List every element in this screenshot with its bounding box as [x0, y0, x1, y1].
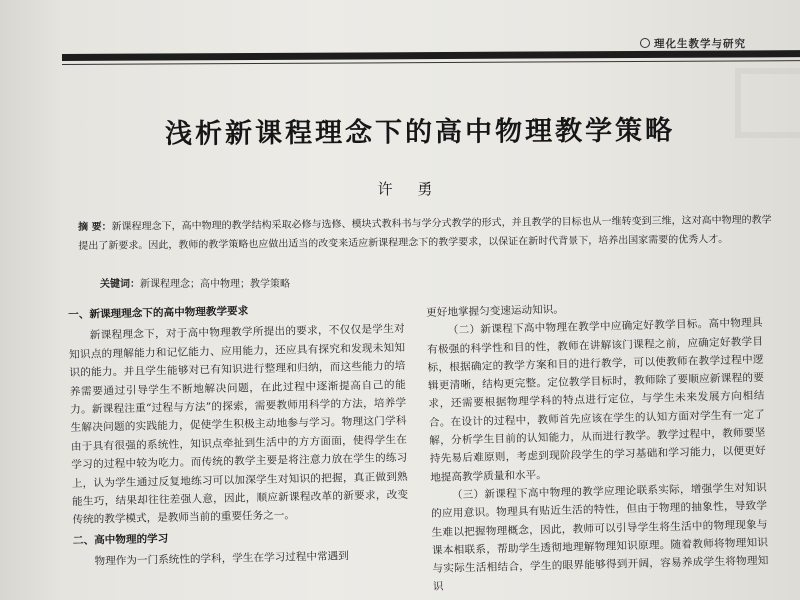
header-rule-thin	[62, 60, 800, 65]
abstract	[78, 211, 778, 256]
keywords-text: 新课程理念；高中物理；教学策略	[140, 279, 290, 290]
section2-paragraph: 物理作为一门系统性的学科，学生在学习过程中常遇到	[94, 550, 349, 568]
right-paragraph-2: （二）新课程下高中物理在教学中应确定好教学目标。高中物理具有极强的科学性和目的性，教师在讲解该门课程之前，应确定好教学目标，根据确定的教学方案和目的进行教学，可以使教师在教学过程中逻辑更清晰，结构更完整。定位教学目标时，教师除了要顺应新课程的要求，还需要根据物理学科的特点进行定位，与学生未来发展方向相结合。在设计的过程中，教师首先应该在学生的认知方面对学生有一定了解，分析学生目前的认知能力，从而进行教学。教学过程中，教师要坚持先易后难原则，考虑到现阶段学生的学习基础和学习能力，以便更好地提高教学质量和水平。	[426, 317, 766, 484]
section2-heading: 二、高中物理的学习	[72, 532, 169, 547]
right-paragraph-3: （三）新课程下高中物理的教学应理论联系实际，增强学生对知识的应用意识。物理具有贴近生活的特性，但由于物理的抽象性，导致学生难以把握物理概念，因此，教师可以引导学生将生活中的物理现象与课本相联系，帮助学生透彻地理解物理知识原理。随着教师将物理知识与实际生活相结合，学生的眼界能够得到开阔，容易养成学生将物理知识	[430, 481, 769, 594]
article-author: 许 勇	[377, 180, 443, 198]
header-rule-thick	[62, 50, 800, 61]
keywords	[100, 275, 700, 290]
abstract-text: 新课程理念下，高中物理的教学结构采取必修与选修、模块式教科书与学分式教学的形式，并且教学的目标也从一维转变到三维，这对高中物理的教学提出了新要求。因此，教师的教学策略也应做出适当的改变来适应新课程理念下的教学要求，以保证在新时代背景下，培养出国家需要的优秀人才。	[78, 214, 772, 252]
circle-icon	[640, 38, 650, 48]
continued-fragment: 更好地掌握匀变速运动知识。	[426, 303, 565, 319]
abstract-label: 摘 要：	[78, 221, 112, 233]
journal-section-label: 理化生教学与研究	[654, 38, 746, 50]
section1-paragraph: 新课程理念下，对于高中物理教学所提出的要求，不仅仅是学生对知识点的理解能力和记忆能力、应用能力，还应具有探究和发现未知知识的能力。并且学生能够对已有知识进行整理和归纳，而这些能力的培养需要通过引导学生不断地解决问题，在此过程中逐渐提高自己的能力。新课程注重“过程与方法”的探索，需要教师用科学的方法，培养学生解决问题的实践能力，促使学生积极主动地参与学习。物理这门学科由于具有很强的系统性，知识点牵扯到生活中的方方面面，使得学生在学习的过程中较为吃力。而传统的教学主要是将注意力放在学生的练习上，认为学生通过反复地练习可以加深学生对知识的把握，真正做到熟能生巧，结果却往往差强人意，因此，顺应新课程改革的新要求，改变传统的教学模式，是教师当前的重要任务之一。	[68, 323, 409, 527]
article-title: 浅析新课程理念下的高中物理教学策略	[164, 115, 676, 150]
journal-section-header	[640, 36, 746, 51]
right-column	[426, 296, 769, 597]
keywords-label: 关键词：	[100, 279, 140, 290]
left-column	[68, 297, 410, 572]
section1-heading: 一、新课理理念下的高中物理教学要求	[68, 305, 249, 321]
